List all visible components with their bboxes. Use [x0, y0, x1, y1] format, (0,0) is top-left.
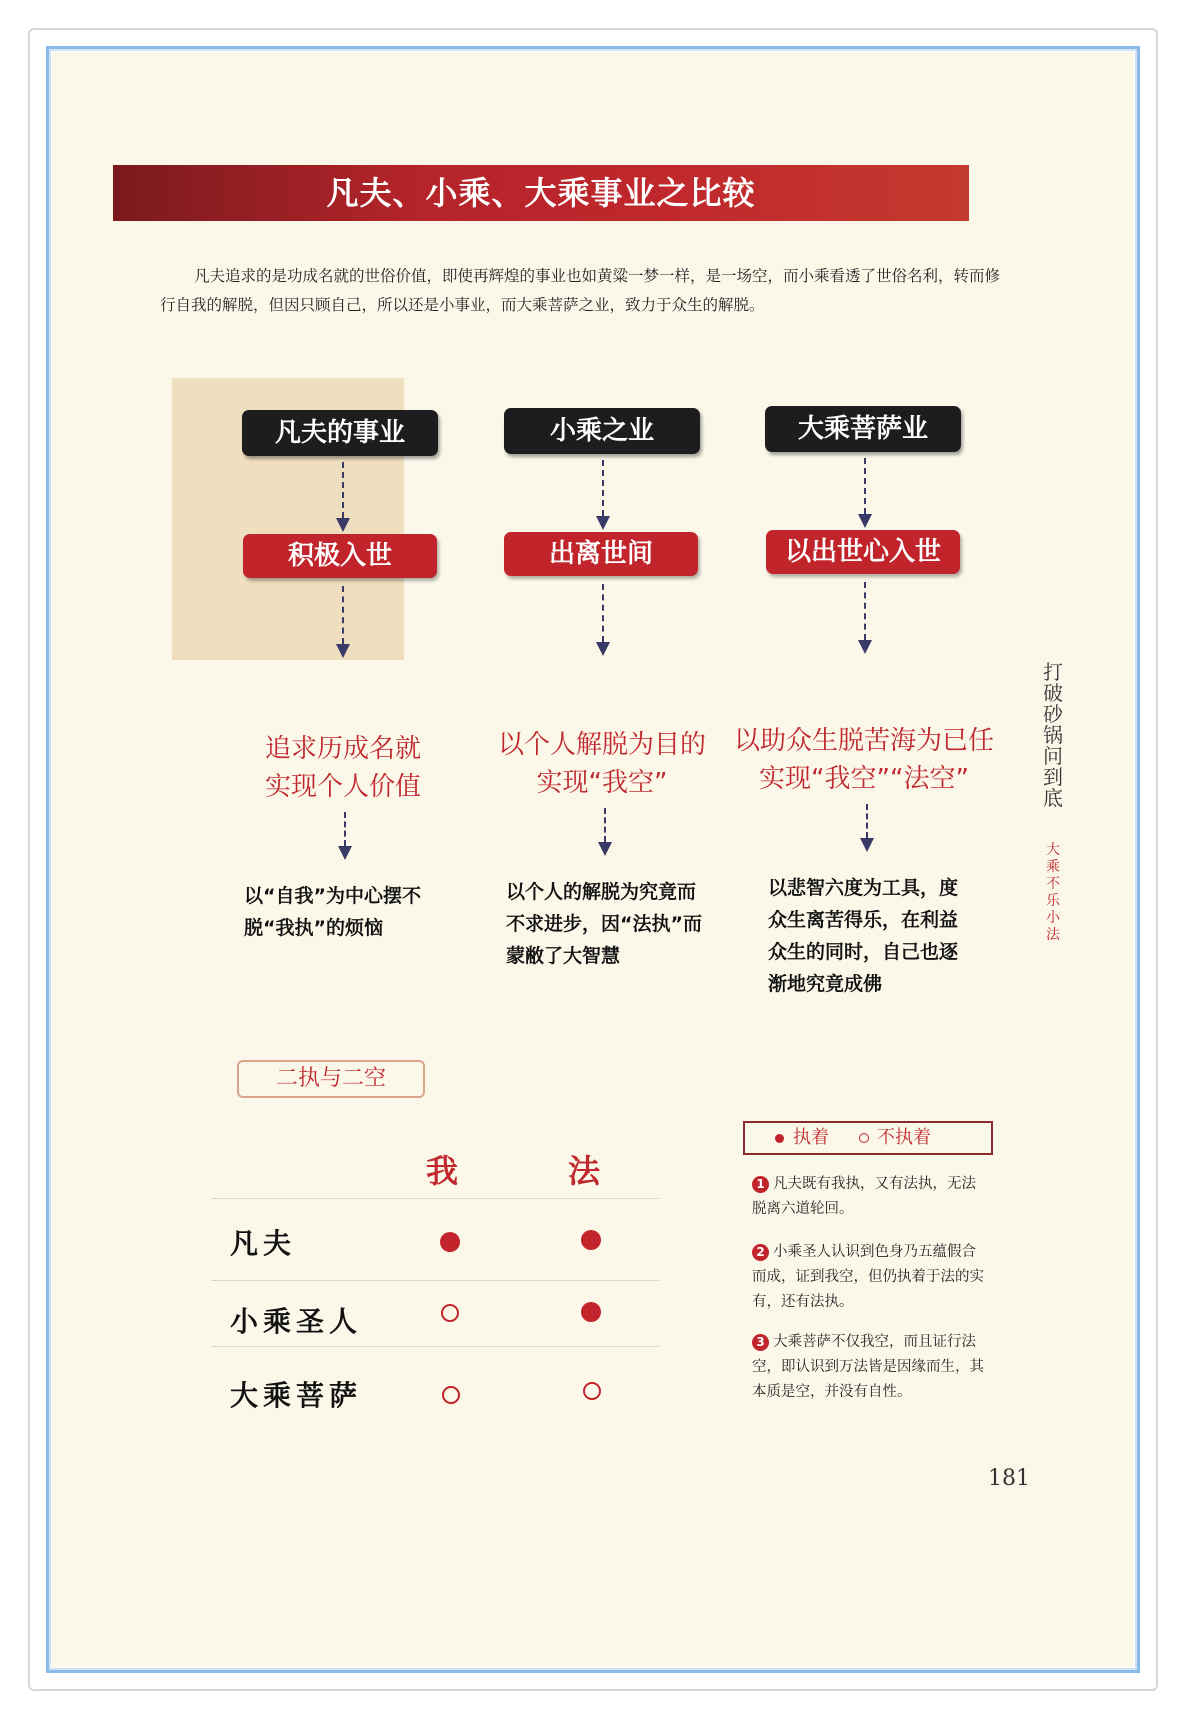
- goal-fanfu: [212, 730, 474, 806]
- column-header-fanfu: 凡夫的事业: [242, 410, 438, 456]
- table-row-label: 小乘圣人: [230, 1305, 363, 1338]
- flow-arrow: [864, 582, 866, 654]
- goal-dasheng: [730, 722, 998, 798]
- status-dot-filled: [581, 1302, 601, 1322]
- flow-arrow: [602, 584, 604, 656]
- note-text: 大乘菩萨不仅我空，而且证行法空，即认识到万法皆是因缘而生，其本质是空，并没有自性。: [752, 1334, 984, 1400]
- table-row-label: 凡夫: [230, 1227, 297, 1260]
- intro-paragraph: 凡夫追求的是功成名就的世俗价值，即使再辉煌的事业也如黄粱一梦一样，是一场空，而小乘看透了世俗名利，转而修行自我的解脱，但因只顾自己，所以还是小事业，而大乘菩萨之业，致力于众生的解脱。: [160, 267, 1001, 314]
- table-col-header-fa: 法: [568, 1152, 601, 1190]
- table-divider: [212, 1346, 660, 1347]
- legend-empty-dot: [859, 1133, 869, 1143]
- legend-empty-label: 不执着: [877, 1127, 931, 1148]
- flow-arrow: [864, 458, 866, 528]
- flow-arrow: [604, 808, 606, 856]
- flow-arrow: [342, 586, 344, 658]
- method-badge-fanfu: 积极入世: [243, 534, 437, 578]
- legend-filled-dot: [775, 1134, 784, 1143]
- status-dot-empty: [583, 1382, 601, 1400]
- table-row-label: 大乘菩萨: [230, 1379, 363, 1412]
- flow-arrow: [344, 812, 346, 860]
- goal-line: 追求历成名就: [264, 734, 421, 764]
- legend-box: [743, 1121, 993, 1155]
- flow-arrow: [602, 460, 604, 530]
- table-col-header-wo: 我: [426, 1152, 459, 1190]
- goal-line: 以个人解脱为目的: [497, 730, 706, 760]
- section-label: 二执与二空: [237, 1060, 425, 1098]
- page-number: 181: [988, 1466, 1030, 1491]
- goal-xiaosheng: [468, 726, 736, 802]
- flow-arrow: [866, 804, 868, 852]
- goal-line: 实现“我空”“法空”: [759, 764, 969, 794]
- note-text: 凡夫既有我执，又有法执，无法脱离六道轮回。: [752, 1176, 976, 1217]
- note-number: 1: [752, 1176, 769, 1193]
- status-dot-filled: [440, 1232, 460, 1252]
- note-item: [752, 1172, 988, 1222]
- note-number: 3: [752, 1334, 769, 1351]
- goal-line: 实现“我空”: [536, 768, 668, 798]
- table-divider: [212, 1198, 660, 1199]
- flow-arrow: [342, 462, 344, 532]
- column-header-xiaosheng: 小乘之业: [504, 408, 700, 454]
- status-dot-empty: [442, 1386, 460, 1404]
- method-badge-xiaosheng: 出离世间: [504, 532, 698, 576]
- page-title: 凡夫、小乘、大乘事业之比较: [326, 174, 756, 212]
- note-number: 2: [752, 1244, 769, 1261]
- side-chapter-title: 打破砂锅问到底: [1043, 660, 1063, 810]
- desc-xiaosheng: 以个人的解脱为究竟而不求进步，因“法执”而蒙敝了大智慧: [506, 881, 702, 967]
- desc-fanfu: 以“自我”为中心摆不脱“我执”的烦恼: [244, 885, 421, 939]
- status-dot-filled: [581, 1230, 601, 1250]
- goal-line: 实现个人价值: [264, 772, 421, 802]
- goal-line: 以助众生脱苦海为已任: [733, 726, 994, 756]
- note-item: [752, 1330, 988, 1405]
- side-chapter-subtitle: 大乘不乐小法: [1046, 842, 1060, 943]
- desc-dasheng: 以悲智六度为工具，度众生离苦得乐，在利益众生的同时，自己也逐渐地究竟成佛: [768, 877, 959, 995]
- table-divider: [212, 1280, 660, 1281]
- method-badge-dasheng: 以出世心入世: [766, 530, 960, 574]
- note-item: [752, 1240, 988, 1315]
- note-text: 小乘圣人认识到色身乃五蕴假合而成，证到我空，但仍执着于法的实有，还有法执。: [752, 1244, 984, 1310]
- legend-filled-label: 执着: [793, 1127, 829, 1148]
- column-header-dasheng: 大乘菩萨业: [765, 406, 961, 452]
- status-dot-empty: [441, 1304, 459, 1322]
